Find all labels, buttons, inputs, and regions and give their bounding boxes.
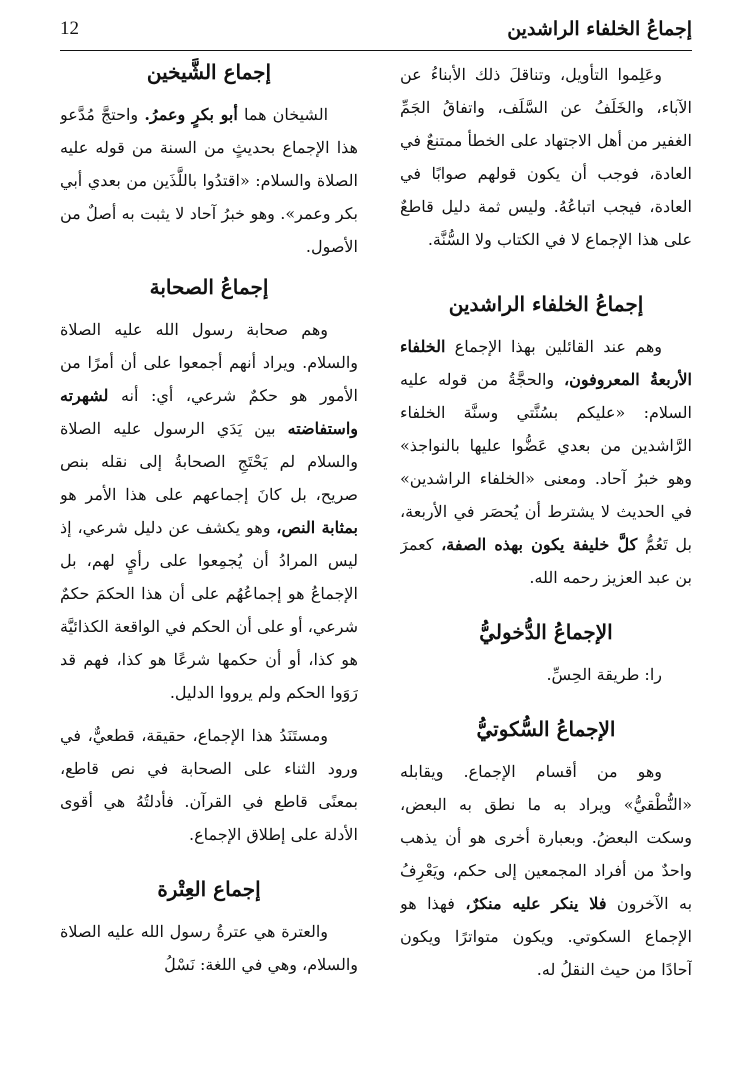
heading-khulafa: إجماعُ الخلفاء الراشدين	[448, 292, 644, 316]
sukuti-text-2: فهذا هو الإجماع السكوتي. ويكون متواترًا ويكون آحادًا من حيث النقلُ له.	[400, 894, 692, 979]
heading-sahaba: إجماعُ الصحابة	[149, 275, 269, 299]
sukuti-text-1: وهو من أقسام الإجماع. ويقابله «النُّطْقيُّ» ويراد به ما نطق به البعض، وسكت البعضُ. وبعبارة أخرى هو أن يذهب واحدٌ من أفراد المجمعين إلى حكم، ويَعْرِفُ به الآخرون	[400, 762, 692, 913]
sahaba-text-2: بين يَدَي الرسول عليه الصلاة والسلام لم يَحْتَجِ الصحابةُ إلى نقله بنص صريح، بل كانَ إجماعهم على هذا الأمر هو	[60, 419, 358, 504]
khulafa-text-2: والحجَّةُ من قوله عليه السلام: «عليكم بسُنَّتي وسنَّة الخلفاء الرَّاشدين من بعدي عَضُّوا عليها بالنواجذ» وهو خبرُ آحاد. ومعنى «الخلفاء الراشدين» في الحديث لا يشترط أن يُحصَر في الأربعة، بل تَعُمُّ	[400, 370, 692, 554]
page-number: 12	[60, 18, 79, 39]
right-column	[400, 58, 692, 1055]
sukuti-bold-1: فلا ينكر عليه منكرٌ،	[465, 894, 607, 913]
shaykhayn-text-1: الشيخان هما	[243, 105, 329, 124]
sahaba-paragraph-2: ومستَنَدُ هذا الإجماع، حقيقة، قطعيٌّ، في ورود الثناء على الصحابة في نص قاطع، بمعنًى قاطع في القرآن. فأدلتُهُ هي أقوى الأدلة على إطلاق الإجماع.	[60, 726, 358, 844]
left-column	[60, 58, 358, 1055]
sahaba-bold-2: بمثابة النص،	[276, 518, 358, 537]
dukhuli-reference: را: طريقة الحِسِّ.	[546, 665, 662, 684]
shaykhayn-text-2: واحتجَّ مُدَّعو هذا الإجماع بحديثٍ من السنة من قوله عليه الصلاة والسلام: «اقتدُوا باللَّذَين من بعدي أبي بكر وعمر». وهو خبرُ آحاد لا يثبت به أصلٌ من الأصول.	[60, 105, 358, 256]
heading-shaykhayn: إجماع الشَّيخين	[146, 60, 272, 84]
page-header	[60, 10, 692, 51]
heading-dukhuli: الإجماعُ الدُّخوليُّ	[479, 620, 613, 644]
sahaba-text-1: وهم صحابة رسول الله عليه الصلاة والسلام. ويراد أنهم أجمعوا على أن أمرًا من الأمور هو حكمٌ شرعي، أي: أنه	[60, 320, 358, 405]
sahaba-bold-1: لشهرته واستفاضته	[60, 386, 358, 438]
khulafa-bold-1: الخلفاء الأربعةُ المعروفون،	[400, 337, 692, 389]
khulafa-text-3: كعمرَ بن عبد العزيز رحمه الله.	[400, 535, 692, 587]
heading-sukuti: الإجماعُ السُّكوتيُّ	[476, 717, 616, 741]
sahaba-text-3: وهو يكشف عن دليل شرعي، إذ ليس المرادُ أن يُجمِعوا على رأيٍ لهم، بل الإجماعُ هو إجماعُهُم على أن هذا الحكمَ حكمٌ شرعي، أو على أن الحكم في الواقعة الكذائيَّة هو كذا، أو أن حكمها شرعًا هو كذا، فهم قد رَوَوا الحكم ولم يرووا الدليل.	[60, 518, 358, 702]
running-title: إجماعُ الخلفاء الراشدين	[507, 18, 692, 40]
sahaba-paragraph-1	[60, 313, 358, 709]
shaykhayn-paragraph	[60, 98, 358, 263]
intro-paragraph: وعَلِموا التأويل، وتناقلَ ذلك الأبناءُ عن الآباء، والخَلَفُ عن السَّلَف، واتفاقُ الجَمِّ الغفير من أهل الاجتهاد على الخطأ ممتنعٌ في العادة، فوجب أن يكون قولهم صوابًا في العادة، فيجب اتباعُهُ. وليس ثمة دليل قاطعٌ على هذا الإجماع لا في الكتاب ولا السُّنَّة.	[400, 65, 692, 249]
heading-itra: إجماع العِتْرة	[157, 877, 261, 901]
sukuti-paragraph	[400, 755, 692, 986]
itra-paragraph: والعترة هي عترةُ رسول الله عليه الصلاة والسلام، وهي في اللغة: نَسْلُ	[60, 922, 358, 974]
khulafa-text-1: وهم عند القائلين بهذا الإجماع	[454, 337, 663, 356]
khulafa-paragraph	[400, 330, 692, 594]
shaykhayn-bold-1: أبو بكرٍ وعمرُ.	[144, 105, 238, 124]
khulafa-bold-2: كلَّ خليفة يكون بهذه الصفة،	[441, 535, 638, 554]
